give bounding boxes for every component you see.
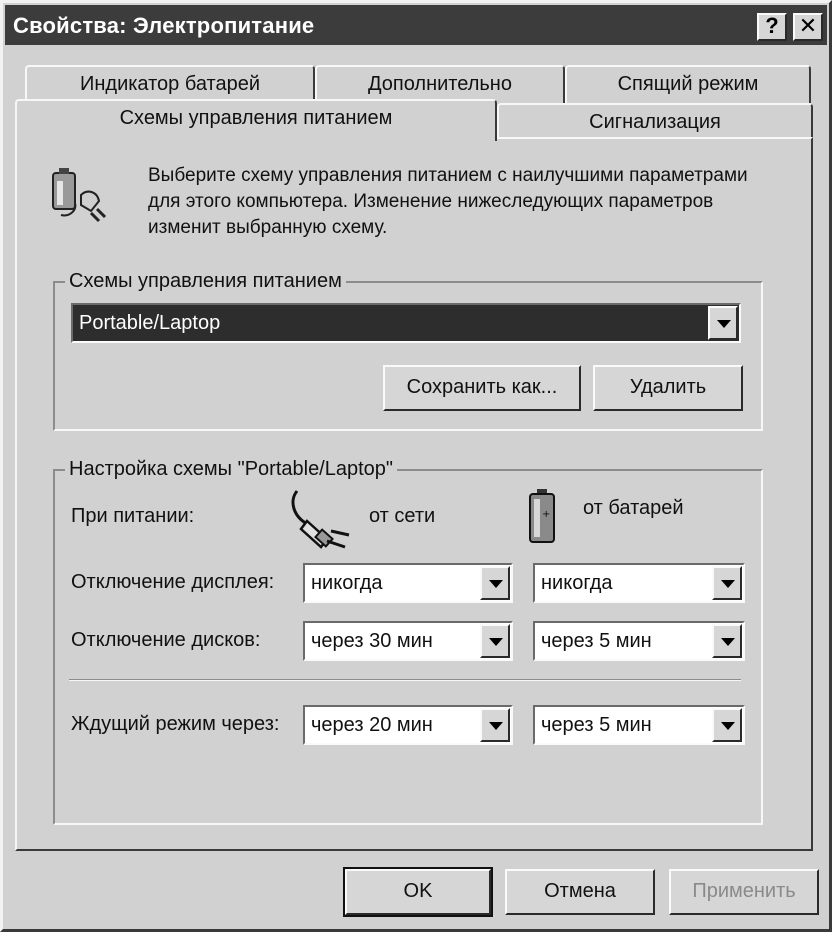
- display-off-battery-value: никогда: [541, 572, 613, 594]
- tab-hibernate[interactable]: Спящий режим: [565, 65, 811, 103]
- chevron-down-icon[interactable]: [712, 708, 742, 742]
- display-off-ac-value: никогда: [311, 572, 383, 594]
- ok-button[interactable]: OK: [345, 869, 491, 915]
- chevron-down-icon[interactable]: [712, 566, 742, 600]
- description-text: Выберите схему управления питанием с наилучшими параметрами для этого компьютера. Изменение нижеследующих параметров изменит выбранную схему.: [148, 165, 748, 238]
- chevron-down-icon[interactable]: [712, 624, 742, 658]
- chevron-down-icon[interactable]: [480, 624, 510, 658]
- window-title: Свойства: Электропитание: [13, 13, 315, 38]
- cancel-button[interactable]: Отмена: [505, 869, 655, 915]
- close-button[interactable]: ✕: [793, 13, 823, 41]
- power-options-icon: [47, 163, 109, 225]
- delete-button[interactable]: Удалить: [593, 365, 743, 411]
- power-schemes-group-label: Схемы управления питанием: [65, 270, 346, 293]
- ac-power-label: от сети: [369, 505, 436, 527]
- power-scheme-select[interactable]: [71, 303, 741, 343]
- save-as-button[interactable]: Сохранить как...: [383, 365, 581, 411]
- plug-icon: [287, 487, 357, 553]
- disks-off-battery-value: через 5 мин: [541, 630, 652, 652]
- help-button[interactable]: ?: [757, 13, 787, 41]
- chevron-down-icon[interactable]: [708, 306, 738, 340]
- chevron-down-icon[interactable]: [480, 566, 510, 600]
- standby-battery-value: через 5 мин: [541, 714, 652, 736]
- title-bar[interactable]: [5, 5, 827, 45]
- scheme-settings-group-label: Настройка схемы "Portable/Laptop": [65, 458, 397, 481]
- standby-battery-select[interactable]: [533, 705, 745, 745]
- disks-off-label: Отключение дисков:: [71, 629, 261, 651]
- disks-off-battery-select[interactable]: [533, 621, 745, 661]
- display-off-battery-select[interactable]: [533, 563, 745, 603]
- battery-icon: [527, 487, 557, 545]
- svg-text:+: +: [542, 509, 551, 520]
- display-off-ac-select[interactable]: [303, 563, 513, 603]
- standby-ac-select[interactable]: [303, 705, 513, 745]
- tab-battery-meter[interactable]: Индикатор батарей: [25, 65, 315, 103]
- tab-power-schemes[interactable]: Схемы управления питанием: [15, 99, 497, 141]
- power-scheme-value: Portable/Laptop: [79, 312, 221, 334]
- separator: [69, 679, 741, 681]
- tab-advanced[interactable]: Дополнительно: [315, 65, 565, 103]
- tab-alarms[interactable]: Сигнализация: [497, 103, 813, 141]
- disks-off-ac-select[interactable]: [303, 621, 513, 661]
- chevron-down-icon[interactable]: [480, 708, 510, 742]
- apply-button[interactable]: Применить: [669, 869, 819, 915]
- standby-ac-value: через 20 мин: [311, 714, 433, 736]
- disks-off-ac-value: через 30 мин: [311, 630, 433, 652]
- power-source-label: При питании:: [71, 505, 195, 527]
- battery-power-label: от батарей: [583, 497, 684, 519]
- standby-label: Ждущий режим через:: [71, 713, 280, 735]
- display-off-label: Отключение дисплея:: [71, 571, 275, 593]
